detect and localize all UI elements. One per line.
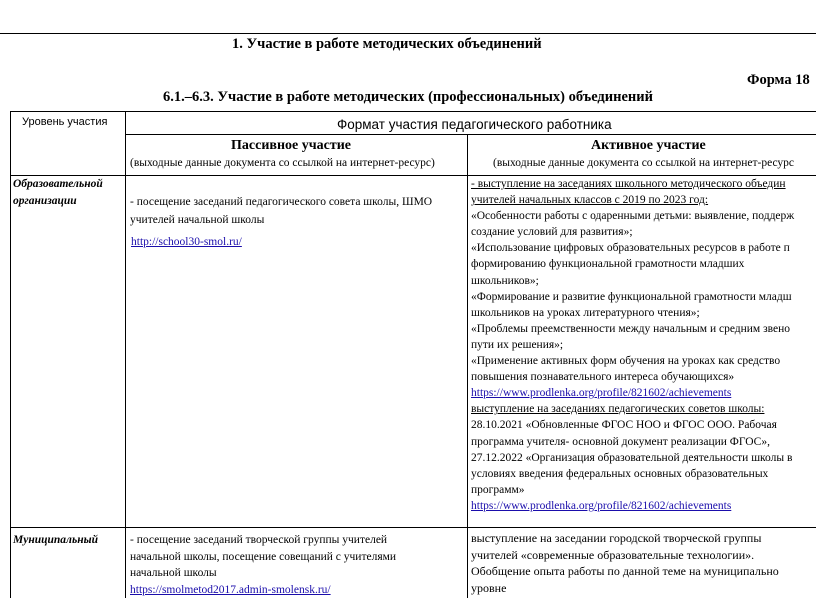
active-line: условиях введения федеральных основных образовательных — [471, 467, 769, 480]
row-level-line: Образовательной — [13, 178, 103, 190]
active-line: пути их решения»; — [471, 338, 564, 351]
form-label: Форма 18 — [747, 72, 810, 88]
table-left-border — [10, 111, 11, 598]
row-level-label — [13, 532, 98, 549]
active-line: «Особенности работы с одаренными детьми: выявление, поддерж — [471, 210, 795, 223]
active-line: выступление на заседаниях педагогических советов школы: — [471, 403, 765, 416]
level-column-border — [125, 111, 126, 598]
passive-line: учителей начальной школы — [130, 214, 265, 226]
active-note: (выходные данные документа со ссылкой на интернет-ресурс — [493, 157, 795, 169]
active-line: «Использование цифровых образовательных ресурсов в работе п — [471, 242, 790, 255]
row-divider — [10, 527, 816, 528]
active-line: 27.12.2022 «Организация образовательной деятельности школы в — [471, 451, 793, 464]
active-line: программа учителя- основной документ реализации ФГОС», — [471, 435, 770, 448]
passive-line: начальной школы — [130, 567, 217, 579]
table-top-border — [10, 111, 816, 112]
active-line: школьников»; — [471, 274, 539, 287]
active-cell — [471, 176, 816, 514]
format-header-divider — [125, 134, 816, 135]
passive-cell — [130, 193, 432, 229]
passive-line: - посещение заседаний творческой группы учителей — [130, 534, 388, 546]
passive-link[interactable]: http://school30-smol.ru/ — [131, 236, 242, 248]
passive-header: Пассивное участие — [231, 138, 351, 153]
row-level-label — [13, 176, 103, 210]
active-line: «Формирование и развитие функциональной грамотности младш — [471, 290, 792, 303]
active-line: выступление на заседании городской творческой группы — [471, 531, 762, 545]
passive-cell — [130, 532, 396, 598]
active-line: 28.10.2021 «Обновленные ФГОС НОО и ФГОС ООО. Рабочая — [471, 419, 777, 432]
active-line: учителей «современные образовательные технологии». — [471, 547, 755, 562]
passive-link[interactable]: https://smolmetod2017.admin-smolensk.ru/ — [130, 583, 331, 596]
active-line: формированию функциональной грамотности младших — [471, 258, 745, 271]
row-level-line: организации — [13, 195, 77, 207]
section-title: 1. Участие в работе методических объединений — [232, 36, 542, 52]
level-header: Уровень участия — [22, 116, 108, 128]
format-header: Формат участия педагогического работника — [337, 117, 612, 132]
active-line: уровне — [471, 580, 507, 595]
row-level-line: Муниципальный — [13, 534, 98, 546]
active-line: - выступление на заседаниях школьного методического объедин — [471, 178, 786, 190]
active-line: Обобщение опыта работы по данной теме на муниципально — [471, 564, 779, 578]
active-line: создание условий для развития»; — [471, 226, 633, 239]
active-cell — [471, 530, 816, 596]
active-link[interactable]: https://www.prodlenka.org/profile/821602/achievements — [471, 387, 732, 400]
active-line: «Проблемы преемственности между начальным и средним звено — [471, 322, 791, 335]
active-line: «Применение активных форм обучения на уроках как средство — [471, 355, 781, 368]
active-line: повышения познавательного интереса обучающихся» — [471, 371, 735, 384]
passive-active-border — [467, 134, 468, 598]
passive-note: (выходные данные документа со ссылкой на интернет-ресурс) — [130, 157, 435, 169]
active-header: Активное участие — [591, 138, 706, 153]
active-line: школьников на уроках литературного чтения»; — [471, 306, 700, 319]
passive-line: - посещение заседаний педагогического совета школы, ШМО — [130, 196, 433, 208]
active-link[interactable]: https://www.prodlenka.org/profile/821602/achievements — [471, 499, 732, 512]
active-line: учителей начальных классов с 2019 по 2023 год: — [471, 194, 709, 207]
top-rule — [0, 33, 816, 34]
active-line: программ» — [471, 483, 525, 496]
subsection-title: 6.1.–6.3. Участие в работе методических (профессиональных) объединений — [163, 89, 653, 105]
passive-line: начальной школы, посещение совещаний с учителями — [130, 550, 397, 563]
